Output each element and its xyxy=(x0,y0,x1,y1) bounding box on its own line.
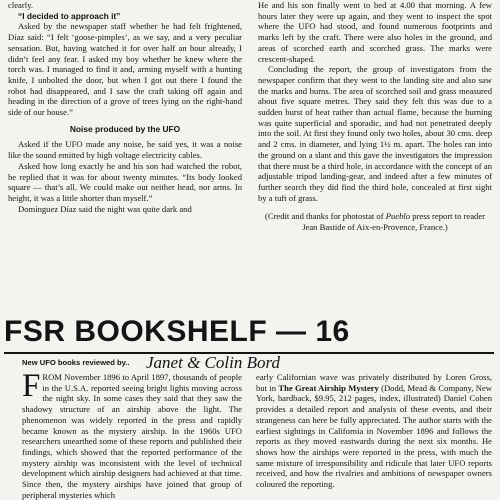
review-right-column xyxy=(256,372,492,490)
credit-publication: Pueblo xyxy=(385,211,411,222)
sub-heading-noise: Noise produced by the UFO xyxy=(69,123,181,134)
review-left-paragraph xyxy=(22,368,242,500)
review-byline: Janet & Colin Bord xyxy=(146,353,280,372)
credit-text-pre: (Credit and thanks for photostat of xyxy=(264,211,386,222)
left-article-column xyxy=(8,0,242,214)
review-intro-line: New UFO books reviewed by.. xyxy=(22,358,130,367)
review-right-text-pre: early Californian wave was privately distributed by Loren Gross, but in xyxy=(256,372,492,393)
review-left-column xyxy=(22,368,242,500)
left-paragraph-1: Asked by the newspaper staff whether he had felt frightened, Díaz said: “I felt ‘goose-pimples’, as we say, and a very peculiar sensation. But, having watched it for over half an hour already, I didn’t feel any fear. I asked my boy whether he knew where the torch was. I managed to find it and, arming myself with a hunting knife, I unbolted the door, but when I got out there I found the robot had disappeared, and I saw the craft taking off again and heading in the direction of a grove of trees lying on the right-hand side of our house.” xyxy=(8,21,242,118)
review-left-text: ROM November 1896 to April 1897, thousands of people in the U.S.A. reported seeing bright lights moving across the night sky. In some cases they said that they saw the shadowy structure of an airship above the light. The phenomenon was widely reported in the press and rapidly became known as the mystery airship. In the 1960s UFO researchers unearthed some of these reports and published their findings, which showed that the reported performance of the mystery airship was inconsistent with the level of technical development which airship designers had achieved at that time. Since then, the mystery airships have joined that group of peripheral mysteries which xyxy=(22,372,242,500)
review-right-paragraph xyxy=(256,372,492,490)
left-paragraph-3: Asked how long exactly he and his son had watched the robot, he replied that it was for about twenty minutes. “Its body looked square — that’s all. We could make out neither head, nor arms. In height, it was a little shorter than myself.” xyxy=(8,160,242,203)
photostat-credit xyxy=(258,211,492,232)
review-right-text-post: (Dodd, Mead & Company, New York, hardback, $9.95, 212 pages, index, illustrated) Daniel Cohen provides a detailed report and analysis of these events, and their strangeness can here be fully appreciated. The author starts with the earliest sightings in California in November 1896 and follows the reports as they moved eastwards during the next six months. He shows how the airships were reported in the press, with much the same mixture of irresponsibility and ridicule that later UFO reports received, and how the rivalries and ambitions of newspaper owners coloured the reporting. xyxy=(256,382,492,490)
right-article-column xyxy=(258,0,492,233)
left-paragraph-2: Asked if the UFO made any noise, he said yes, it was a noise like the sound emitted by high voltage electricity cables. xyxy=(8,139,242,161)
left-paragraph-4: Domínguez Díaz said the night was quite dark and xyxy=(18,203,192,214)
left-fragment-top: clearly. xyxy=(8,0,33,10)
right-paragraph-1: He and his son finally went to bed at 4.00 that morning. A few hours later they were up again, and they went to inspect the spot where the UFO had stood, and found numerous footprints and marks left by the craft. There were also holes in the ground, and areas of scorched earth and scorched grass. The marks were crescent-shaped. xyxy=(258,0,492,64)
right-paragraph-2: Concluding the report, the group of investigators from the newspaper confirm that they went to the landing site and also saw the marks and burns. The area of scorched soil and grass measured about five square metres. They said they felt this was due to a sudden burst of heat rather than actual flame, because the burning was quite superficial and sporadic, and had not penetrated deeply into the soil. At first they found only two holes, about 30 cms. deep and 2 cms. in diameter, and lying 1½ m. apart. The holes ran into the ground on a slant and this gave the investigators the impression that there must be a third hole, in accordance with the concept of an adjustable tripod landing-gear, and indeed after a few minutes of further search they did find the third hole, concealed at first sight by a tuft of grass. xyxy=(258,64,492,203)
drop-cap: F xyxy=(22,368,41,404)
quote-heading: “I decided to approach it” xyxy=(18,10,121,21)
bookshelf-section-title: FSR BOOKSHELF — 16 xyxy=(4,315,350,348)
credit-text-post: press report to reader Jean Bastide of Aix-en-Provence, France.) xyxy=(302,211,486,233)
book-title: The Great Airship Mystery xyxy=(278,382,379,393)
